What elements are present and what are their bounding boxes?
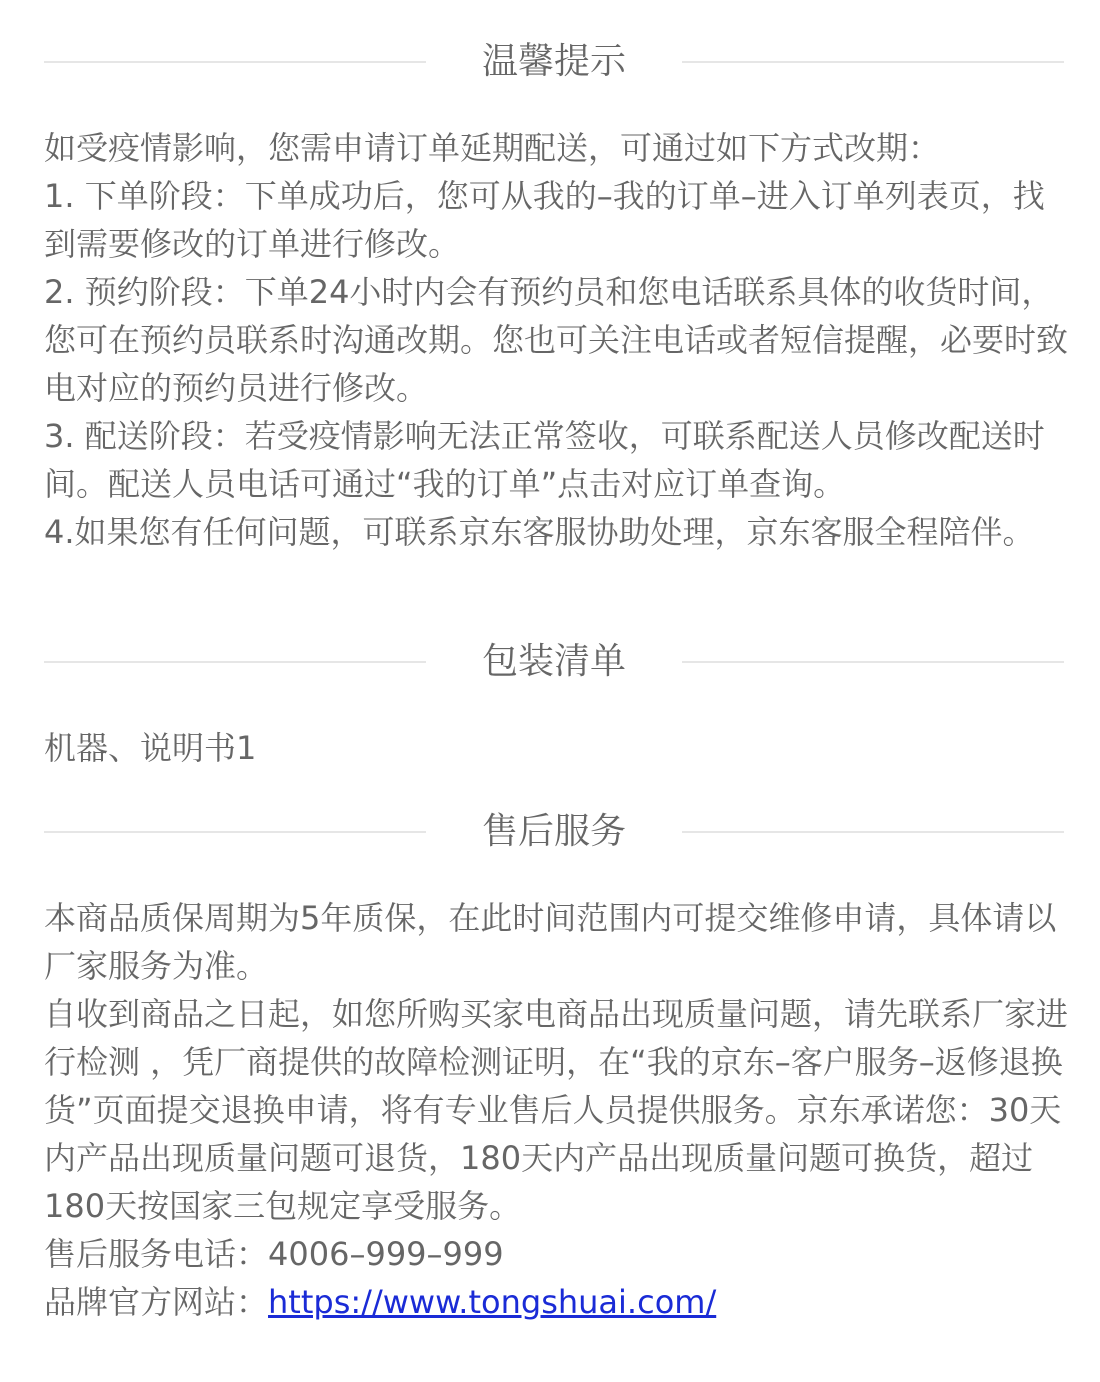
packing-header xyxy=(0,632,1100,692)
service-phone-row xyxy=(44,1230,1074,1278)
brand-site-link[interactable]: https://www.tongshuai.com/ xyxy=(268,1283,717,1321)
after-sales-content xyxy=(44,894,1074,1326)
tips-intro: 如受疫情影响，您需申请订单延期配送，可通过如下方式改期： xyxy=(44,129,941,167)
tips-content xyxy=(44,124,1074,556)
tips-title: 温馨提示 xyxy=(481,41,626,82)
return-policy-text: 自收到商品之日起，如您所购买家电商品出现质量问题，请先联系厂家进行检测 ，凭厂商提供的故障检测证明，在“我的京东–客户服务–返修退换货”页面提交退换申请，将有专业售后人员提供服务。京东承诺您：30天内产品出现质量问题可退货，180天内产品出现质量问题可换货，超过180天按国家三包规定享受服务。 xyxy=(44,995,1069,1225)
divider-right xyxy=(682,661,1064,663)
divider-left xyxy=(44,831,426,833)
brand-site-label: 品牌官方网站： xyxy=(44,1283,269,1321)
tips-step-1: 1. 下单阶段：下单成功后，您可从我的–我的订单–进入订单列表页，找到需要修改的订单进行修改。 xyxy=(44,177,1045,263)
tips-header xyxy=(0,32,1100,92)
brand-site-row xyxy=(44,1278,1074,1326)
warranty-text: 本商品质保周期为5年质保，在此时间范围内可提交维修申请，具体请以厂家服务为准。 xyxy=(44,899,1057,985)
service-phone-number[interactable]: 4006–999–999 xyxy=(268,1235,504,1273)
tips-step-4: 4.如果您有任何问题，可联系京东客服协助处理，京东客服全程陪伴。 xyxy=(44,513,1035,551)
divider-left xyxy=(44,661,426,663)
divider-right xyxy=(682,831,1064,833)
service-phone-label: 售后服务电话： xyxy=(44,1235,269,1273)
divider-right xyxy=(682,61,1064,63)
packing-content xyxy=(44,724,1074,772)
packing-list: 机器、说明书1 xyxy=(44,729,257,767)
tips-step-2: 2. 预约阶段：下单24小时内会有预约员和您电话联系具体的收货时间，您可在预约员联系时沟通改期。您也可关注电话或者短信提醒，必要时致电对应的预约员进行修改。 xyxy=(44,273,1069,407)
after-sales-header xyxy=(0,802,1100,862)
after-sales-title: 售后服务 xyxy=(481,811,626,852)
packing-title: 包装清单 xyxy=(481,641,626,682)
tips-step-3: 3. 配送阶段：若受疫情影响无法正常签收，可联系配送人员修改配送时间。配送人员电话可通过“我的订单”点击对应订单查询。 xyxy=(44,417,1045,503)
divider-left xyxy=(44,61,426,63)
